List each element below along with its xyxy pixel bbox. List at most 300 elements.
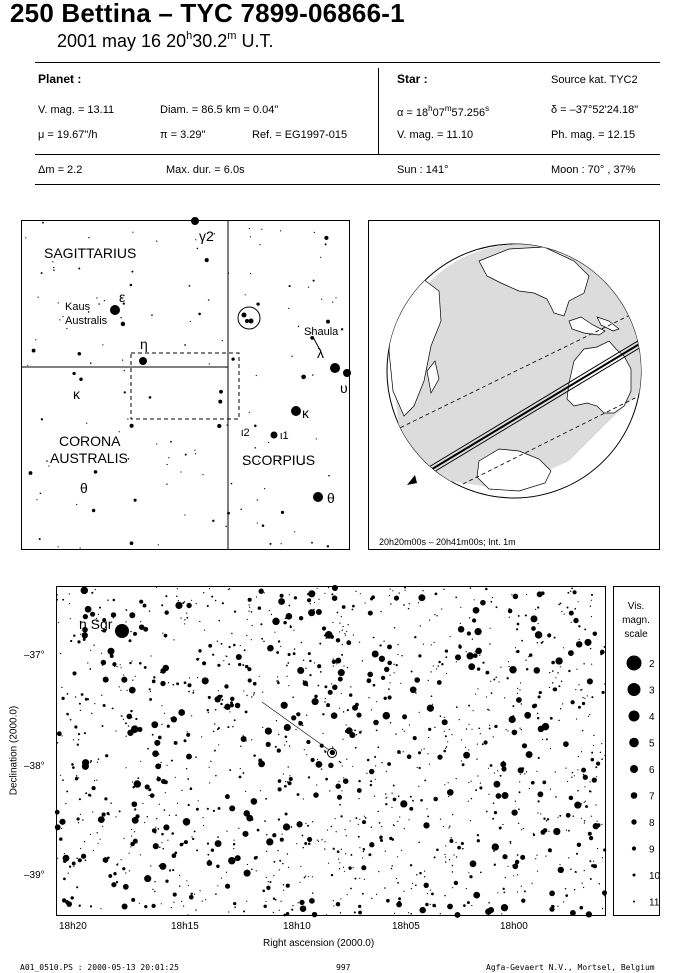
background-star bbox=[361, 865, 366, 870]
background-star bbox=[576, 669, 577, 670]
background-star bbox=[203, 592, 204, 593]
background-star bbox=[79, 798, 81, 800]
label-shaula: Shaula bbox=[304, 326, 339, 338]
background-star bbox=[313, 280, 315, 282]
background-star bbox=[538, 695, 541, 698]
background-star bbox=[436, 668, 437, 669]
background-star bbox=[162, 848, 164, 850]
background-star bbox=[496, 606, 498, 608]
background-star bbox=[188, 885, 189, 886]
background-star bbox=[341, 849, 342, 850]
background-star bbox=[509, 666, 516, 673]
background-star bbox=[577, 790, 579, 792]
background-star bbox=[79, 703, 81, 705]
background-star bbox=[190, 787, 193, 790]
background-star bbox=[585, 801, 586, 802]
background-star bbox=[318, 841, 319, 842]
background-star bbox=[66, 713, 69, 716]
background-star bbox=[339, 868, 340, 869]
background-star bbox=[412, 800, 414, 802]
background-star bbox=[196, 808, 199, 811]
background-star bbox=[404, 828, 405, 829]
background-star bbox=[157, 776, 158, 777]
globe-svg bbox=[369, 221, 659, 549]
background-star bbox=[587, 695, 588, 696]
background-star bbox=[144, 875, 151, 882]
background-star bbox=[88, 237, 89, 238]
background-star bbox=[480, 733, 481, 734]
background-star bbox=[89, 668, 91, 670]
background-star bbox=[470, 820, 471, 821]
background-star bbox=[137, 777, 139, 779]
background-star bbox=[75, 696, 76, 697]
background-star bbox=[261, 638, 263, 640]
background-star bbox=[218, 400, 222, 404]
background-star bbox=[312, 876, 313, 877]
background-star bbox=[591, 752, 593, 754]
background-star bbox=[258, 606, 262, 610]
background-star bbox=[280, 838, 284, 842]
time-hour-unit: h bbox=[186, 30, 193, 42]
background-star bbox=[307, 825, 309, 827]
background-star bbox=[456, 778, 457, 779]
background-star bbox=[589, 860, 591, 862]
background-star bbox=[584, 802, 585, 803]
background-star bbox=[139, 600, 143, 604]
background-star bbox=[273, 897, 275, 899]
background-star bbox=[78, 777, 79, 778]
background-star bbox=[112, 707, 114, 709]
scale-dot bbox=[631, 792, 638, 799]
background-star bbox=[540, 813, 541, 814]
background-star bbox=[70, 640, 72, 642]
background-star bbox=[591, 594, 593, 596]
background-star bbox=[289, 594, 290, 595]
background-star bbox=[379, 644, 381, 646]
background-star bbox=[308, 652, 311, 655]
background-star bbox=[418, 751, 421, 754]
background-star bbox=[519, 781, 520, 782]
background-star bbox=[500, 761, 506, 767]
background-star bbox=[419, 907, 425, 913]
background-star bbox=[69, 866, 71, 868]
background-star bbox=[242, 772, 244, 774]
background-star bbox=[156, 443, 157, 444]
background-star bbox=[299, 882, 300, 883]
background-star bbox=[477, 743, 478, 744]
background-star bbox=[328, 863, 329, 864]
background-star bbox=[62, 898, 66, 902]
label-lambda: λ bbox=[317, 345, 324, 361]
background-star bbox=[184, 344, 186, 346]
background-star bbox=[225, 526, 226, 527]
background-star bbox=[358, 836, 360, 838]
background-star bbox=[543, 828, 548, 833]
background-star bbox=[102, 665, 103, 666]
background-star bbox=[602, 857, 603, 858]
background-star bbox=[553, 828, 560, 835]
background-star bbox=[198, 313, 201, 316]
background-star bbox=[240, 768, 241, 769]
background-star bbox=[258, 758, 262, 762]
background-star bbox=[266, 851, 267, 852]
background-star bbox=[165, 595, 167, 597]
background-star bbox=[441, 663, 443, 665]
background-star bbox=[308, 776, 310, 778]
background-star bbox=[312, 892, 314, 894]
background-star bbox=[552, 689, 553, 690]
background-star bbox=[590, 781, 591, 782]
background-star bbox=[291, 826, 293, 828]
background-star bbox=[584, 628, 586, 630]
background-star bbox=[247, 667, 251, 671]
background-star bbox=[359, 642, 360, 643]
background-star bbox=[275, 746, 277, 748]
background-star bbox=[597, 823, 601, 827]
background-star bbox=[250, 236, 251, 237]
background-star bbox=[591, 600, 592, 601]
background-star bbox=[410, 796, 412, 798]
background-star bbox=[367, 759, 370, 762]
background-star bbox=[251, 639, 252, 640]
background-star bbox=[479, 655, 480, 656]
scale-label: 5 bbox=[649, 738, 655, 750]
background-star bbox=[468, 705, 470, 707]
background-star bbox=[135, 676, 136, 677]
background-star bbox=[394, 627, 396, 629]
background-star bbox=[312, 821, 313, 822]
background-star bbox=[581, 768, 586, 773]
background-star bbox=[448, 796, 449, 797]
background-star bbox=[142, 803, 143, 804]
background-star bbox=[244, 870, 251, 877]
background-star bbox=[113, 599, 116, 602]
background-star bbox=[334, 714, 336, 716]
background-star bbox=[561, 680, 563, 682]
background-star bbox=[410, 686, 417, 693]
background-star bbox=[256, 302, 259, 305]
background-star bbox=[332, 746, 333, 747]
background-star bbox=[424, 748, 425, 749]
background-star bbox=[94, 703, 95, 704]
scale-dot bbox=[627, 656, 642, 671]
background-star bbox=[173, 639, 174, 640]
background-star bbox=[402, 729, 403, 730]
background-star bbox=[378, 871, 379, 872]
background-star bbox=[580, 689, 581, 690]
background-star bbox=[604, 755, 605, 756]
background-star bbox=[262, 727, 263, 728]
background-star bbox=[482, 743, 484, 745]
background-star bbox=[393, 664, 394, 665]
background-star bbox=[518, 615, 520, 617]
background-star bbox=[187, 683, 191, 687]
background-star bbox=[584, 822, 585, 823]
background-star bbox=[339, 804, 341, 806]
background-star bbox=[208, 299, 209, 300]
background-star bbox=[198, 800, 199, 801]
detail-field-box bbox=[131, 353, 239, 419]
background-star bbox=[424, 883, 429, 888]
background-star bbox=[443, 589, 444, 590]
magnitude-scale bbox=[613, 586, 660, 916]
label-australis: AUSTRALIS bbox=[50, 450, 128, 466]
background-star bbox=[338, 669, 345, 676]
background-star bbox=[376, 894, 377, 895]
background-star bbox=[316, 784, 317, 785]
background-star bbox=[144, 905, 147, 908]
background-star bbox=[286, 741, 287, 742]
background-star bbox=[309, 898, 315, 904]
background-star bbox=[475, 648, 482, 655]
background-star bbox=[208, 696, 211, 699]
background-star bbox=[184, 739, 187, 742]
background-star bbox=[319, 643, 321, 645]
background-star bbox=[497, 770, 498, 771]
background-star bbox=[549, 891, 555, 897]
background-star bbox=[333, 665, 334, 666]
background-star bbox=[437, 754, 442, 759]
background-star bbox=[166, 484, 167, 485]
background-star bbox=[251, 696, 252, 697]
background-star bbox=[486, 811, 488, 813]
background-star bbox=[480, 600, 486, 606]
background-star bbox=[92, 509, 95, 512]
background-star bbox=[168, 682, 169, 683]
background-star bbox=[335, 658, 341, 664]
background-star bbox=[183, 906, 184, 907]
star-shaula bbox=[330, 363, 340, 373]
label-kappa-cra: κ bbox=[73, 386, 80, 402]
background-star bbox=[228, 646, 230, 648]
background-star bbox=[62, 316, 63, 317]
background-star bbox=[362, 857, 363, 858]
background-star bbox=[570, 910, 576, 916]
background-star bbox=[69, 603, 70, 604]
background-star bbox=[302, 835, 304, 837]
background-star bbox=[493, 802, 495, 804]
background-star bbox=[265, 798, 266, 799]
star-alpha-h-unit: h bbox=[428, 104, 433, 113]
background-star bbox=[250, 273, 251, 274]
background-star bbox=[284, 724, 291, 731]
background-star bbox=[279, 869, 280, 870]
star-delta: δ = –37°52'24.18" bbox=[551, 104, 639, 116]
background-star bbox=[362, 820, 366, 824]
background-star bbox=[466, 728, 467, 729]
background-star bbox=[202, 677, 209, 684]
scale-label: 6 bbox=[649, 765, 655, 776]
background-star bbox=[156, 587, 157, 588]
background-star bbox=[132, 781, 133, 782]
background-star bbox=[502, 854, 507, 859]
background-star bbox=[125, 722, 127, 724]
background-star bbox=[563, 741, 569, 747]
background-star bbox=[125, 609, 126, 610]
background-star bbox=[177, 803, 178, 804]
background-star bbox=[113, 872, 116, 875]
background-star bbox=[125, 872, 126, 873]
background-star bbox=[101, 653, 102, 654]
background-star bbox=[419, 767, 421, 769]
xtick-18h10: 18h10 bbox=[283, 921, 311, 932]
background-star bbox=[477, 688, 478, 689]
background-star bbox=[434, 642, 435, 643]
background-star bbox=[277, 748, 281, 752]
background-star bbox=[58, 302, 59, 303]
background-star bbox=[343, 777, 344, 778]
globe-caption: 20h20m00s – 20h41m00s; Int. 1m bbox=[379, 537, 516, 547]
background-star bbox=[559, 815, 561, 817]
background-star bbox=[562, 703, 563, 704]
background-star bbox=[82, 632, 88, 638]
background-star bbox=[131, 836, 132, 837]
background-star bbox=[431, 644, 432, 645]
background-star bbox=[313, 609, 314, 610]
background-star bbox=[604, 683, 605, 684]
background-star bbox=[576, 853, 578, 855]
background-star bbox=[591, 816, 592, 817]
footer-file: A01_0510.PS : 2000-05-13 20:01:25 bbox=[20, 963, 179, 972]
background-star bbox=[322, 733, 323, 734]
background-star bbox=[276, 651, 279, 654]
background-star bbox=[264, 592, 265, 593]
background-star bbox=[430, 671, 431, 672]
planet-ref: Ref. = EG1997-015 bbox=[252, 129, 348, 141]
background-star bbox=[266, 886, 270, 890]
divider-middle bbox=[35, 154, 660, 155]
background-star bbox=[198, 649, 201, 652]
background-star bbox=[199, 621, 200, 622]
background-star bbox=[358, 824, 359, 825]
background-star bbox=[81, 854, 86, 859]
background-star bbox=[296, 843, 297, 844]
background-star bbox=[468, 663, 475, 670]
background-star bbox=[167, 840, 168, 841]
background-star bbox=[583, 887, 584, 888]
star-alpha-s-unit: s bbox=[485, 104, 490, 113]
background-star bbox=[228, 911, 229, 912]
background-star bbox=[352, 609, 354, 611]
background-star bbox=[147, 816, 148, 817]
background-star bbox=[283, 621, 287, 625]
moon-info: Moon : 70° , 37% bbox=[551, 164, 636, 176]
background-star bbox=[193, 690, 194, 691]
background-star bbox=[257, 829, 260, 832]
scale-title-scale: scale bbox=[624, 629, 648, 640]
background-star bbox=[449, 904, 452, 907]
background-star bbox=[329, 790, 330, 791]
background-star bbox=[214, 723, 215, 724]
background-star bbox=[333, 848, 335, 850]
background-star bbox=[281, 511, 284, 514]
star-upsilon-sco bbox=[343, 369, 351, 377]
background-star bbox=[498, 681, 499, 682]
background-star bbox=[379, 836, 382, 839]
background-star bbox=[221, 699, 223, 701]
background-star bbox=[389, 682, 390, 683]
background-star bbox=[95, 589, 96, 590]
background-star bbox=[576, 641, 582, 647]
background-star bbox=[189, 285, 191, 287]
background-star bbox=[578, 639, 579, 640]
background-star bbox=[124, 838, 125, 839]
background-star bbox=[395, 733, 396, 734]
background-star bbox=[596, 776, 597, 777]
background-star bbox=[475, 789, 477, 791]
background-star bbox=[320, 257, 321, 258]
background-star bbox=[108, 648, 115, 655]
scale-title-vis: Vis. bbox=[627, 601, 645, 612]
background-star bbox=[90, 834, 91, 835]
background-star bbox=[190, 321, 191, 322]
background-star bbox=[371, 595, 375, 599]
background-star bbox=[352, 605, 355, 608]
background-star bbox=[581, 803, 582, 804]
background-star bbox=[110, 802, 112, 804]
background-star bbox=[213, 731, 215, 733]
background-star bbox=[203, 817, 204, 818]
background-star bbox=[437, 680, 442, 685]
background-star bbox=[337, 850, 340, 853]
background-star bbox=[196, 603, 197, 604]
background-star bbox=[174, 741, 178, 745]
background-star bbox=[364, 879, 365, 880]
background-star bbox=[343, 711, 345, 713]
background-star bbox=[276, 680, 278, 682]
background-star bbox=[339, 631, 340, 632]
background-star bbox=[341, 616, 342, 617]
background-star bbox=[79, 378, 82, 381]
background-star bbox=[591, 758, 595, 762]
background-star bbox=[262, 692, 263, 693]
background-star bbox=[452, 887, 453, 888]
background-star bbox=[445, 845, 446, 846]
background-star bbox=[428, 728, 431, 731]
background-star bbox=[314, 695, 317, 698]
background-star bbox=[224, 707, 225, 708]
background-star bbox=[186, 612, 187, 613]
background-star bbox=[317, 664, 321, 668]
background-star bbox=[310, 603, 311, 604]
background-star bbox=[161, 762, 162, 763]
background-star bbox=[312, 912, 318, 918]
background-star bbox=[600, 752, 601, 753]
background-star bbox=[151, 721, 158, 728]
background-star bbox=[98, 758, 100, 760]
background-star bbox=[151, 314, 153, 316]
background-star bbox=[120, 664, 121, 665]
background-star bbox=[513, 875, 514, 876]
background-star bbox=[371, 827, 373, 829]
background-star bbox=[91, 786, 95, 790]
background-star bbox=[551, 905, 552, 906]
background-star bbox=[376, 730, 378, 732]
background-star bbox=[379, 656, 385, 662]
background-star bbox=[81, 587, 88, 594]
background-star bbox=[92, 811, 93, 812]
background-star bbox=[165, 880, 168, 883]
background-star bbox=[470, 860, 477, 867]
background-star bbox=[344, 871, 345, 872]
background-star bbox=[484, 740, 488, 744]
background-star bbox=[144, 666, 147, 669]
background-star bbox=[570, 869, 572, 871]
background-star bbox=[176, 682, 179, 685]
background-star bbox=[502, 824, 503, 825]
background-star bbox=[327, 545, 329, 547]
background-star bbox=[537, 800, 539, 802]
